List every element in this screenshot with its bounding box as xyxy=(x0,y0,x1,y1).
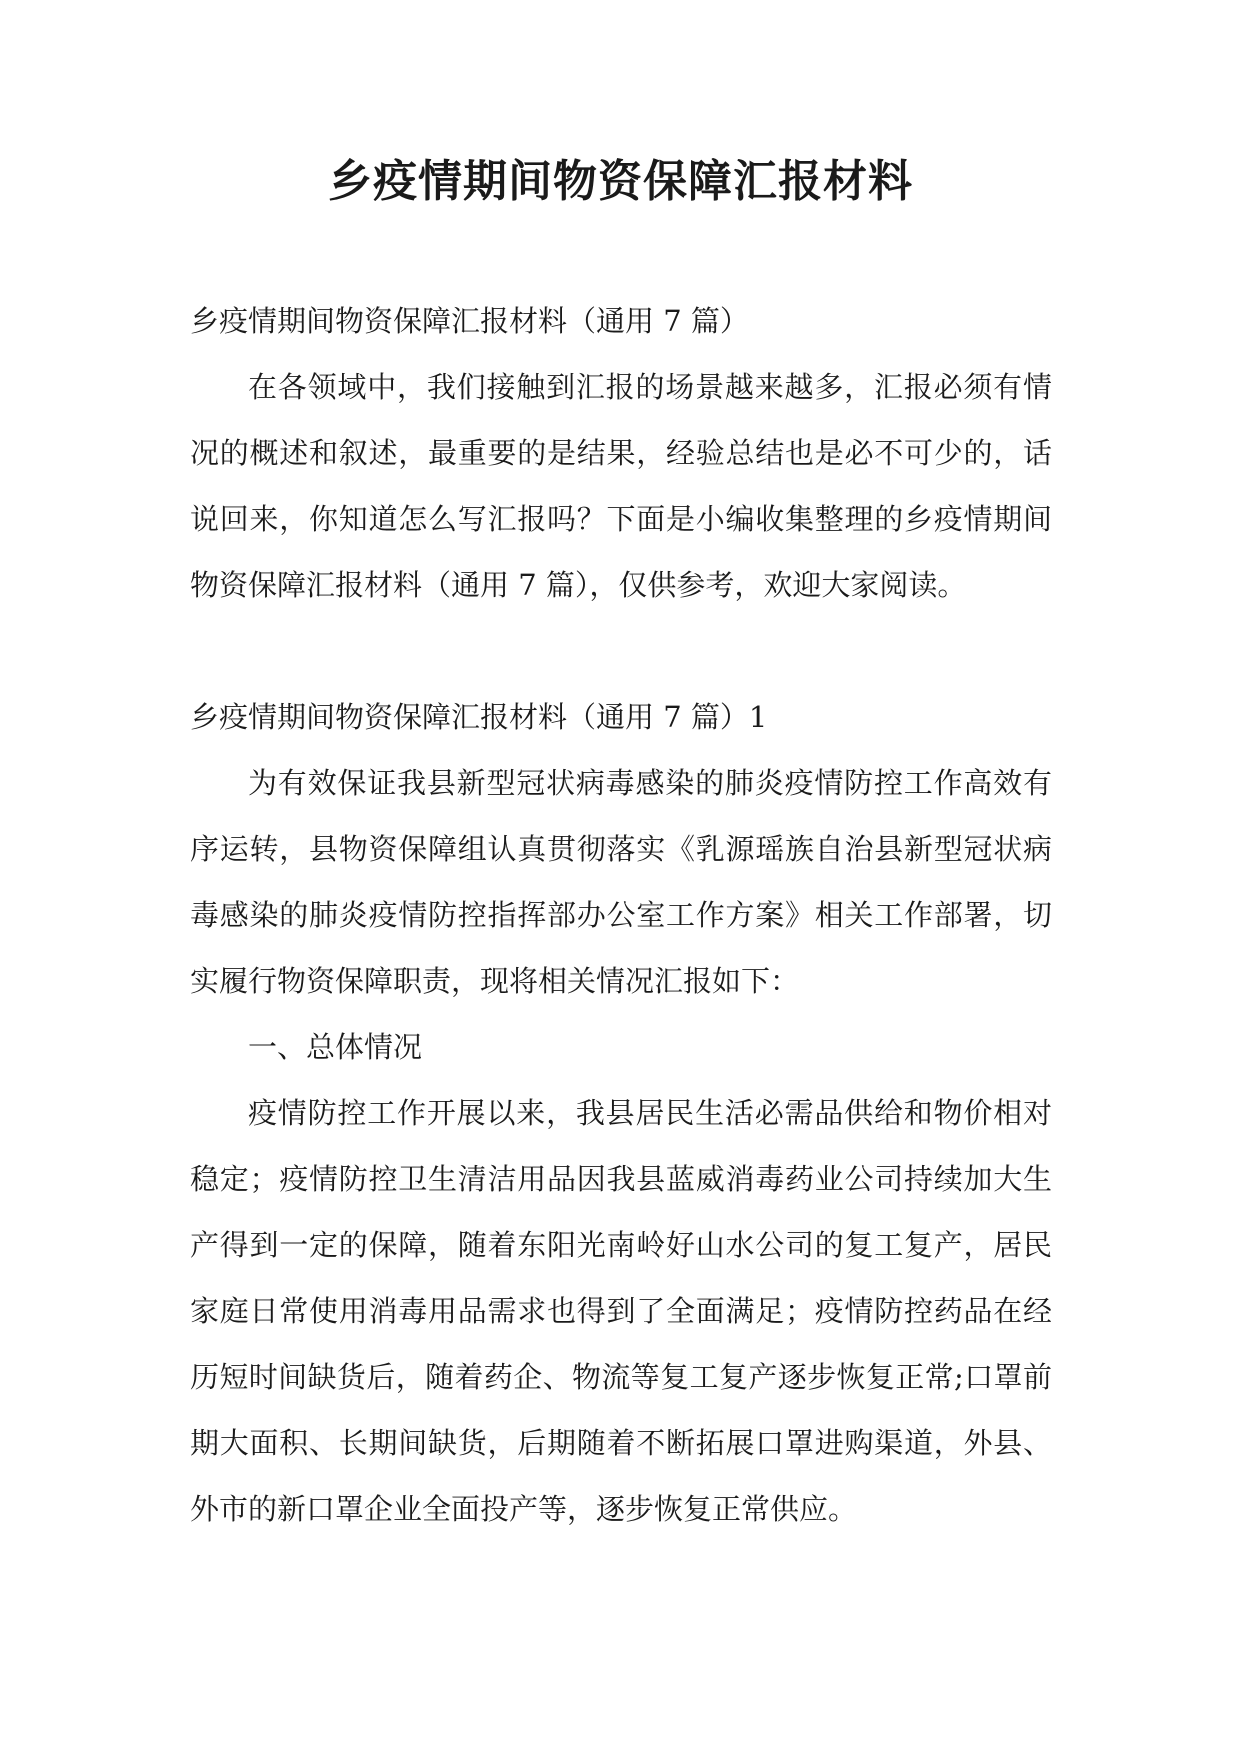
section-paragraph: 为有效保证我县新型冠状病毒感染的肺炎疫情防控工作高效有序运转，县物资保障组认真贯彻落实《乳源瑶族自治县新型冠状病毒感染的肺炎疫情防控指挥部办公室工作方案》相关工作部署，切实履行物资保障职责，现将相关情况汇报如下： xyxy=(190,766,1052,998)
intro-paragraph: 在各领域中，我们接触到汇报的场景越来越多，汇报必须有情况的概述和叙述，最重要的是结果，经验总结也是必不可少的，话说回来，你知道怎么写汇报吗？下面是小编收集整理的乡疫情期间物资保障汇报材料（通用 7 篇），仅供参考，欢迎大家阅读。 xyxy=(190,370,1052,602)
section-paragraph: 疫情防控工作开展以来，我县居民生活必需品供给和物价相对稳定；疫情防控卫生清洁用品因我县蓝威消毒药业公司持续加大生产得到一定的保障，随着东阳光南岭好山水公司的复工复产，居民家庭日常使用消毒用品需求也得到了全面满足；疫情防控药品在经历短时间缺货后，随着药企、物流等复工复产逐步恢复正常;口罩前期大面积、长期间缺货，后期随着不断拓展口罩进购渠道，外县、外市的新口罩企业全面投产等，逐步恢复正常供应。 xyxy=(190,1096,1052,1526)
section-subheading: 一、总体情况 xyxy=(248,1030,423,1064)
document-title: 乡疫情期间物资保障汇报材料 xyxy=(328,156,913,207)
section-spacer xyxy=(190,618,1052,684)
intro-heading: 乡疫情期间物资保障汇报材料（通用 7 篇） xyxy=(190,304,749,338)
section-heading: 乡疫情期间物资保障汇报材料（通用 7 篇）1 xyxy=(190,700,768,734)
document-body xyxy=(190,288,1052,1542)
